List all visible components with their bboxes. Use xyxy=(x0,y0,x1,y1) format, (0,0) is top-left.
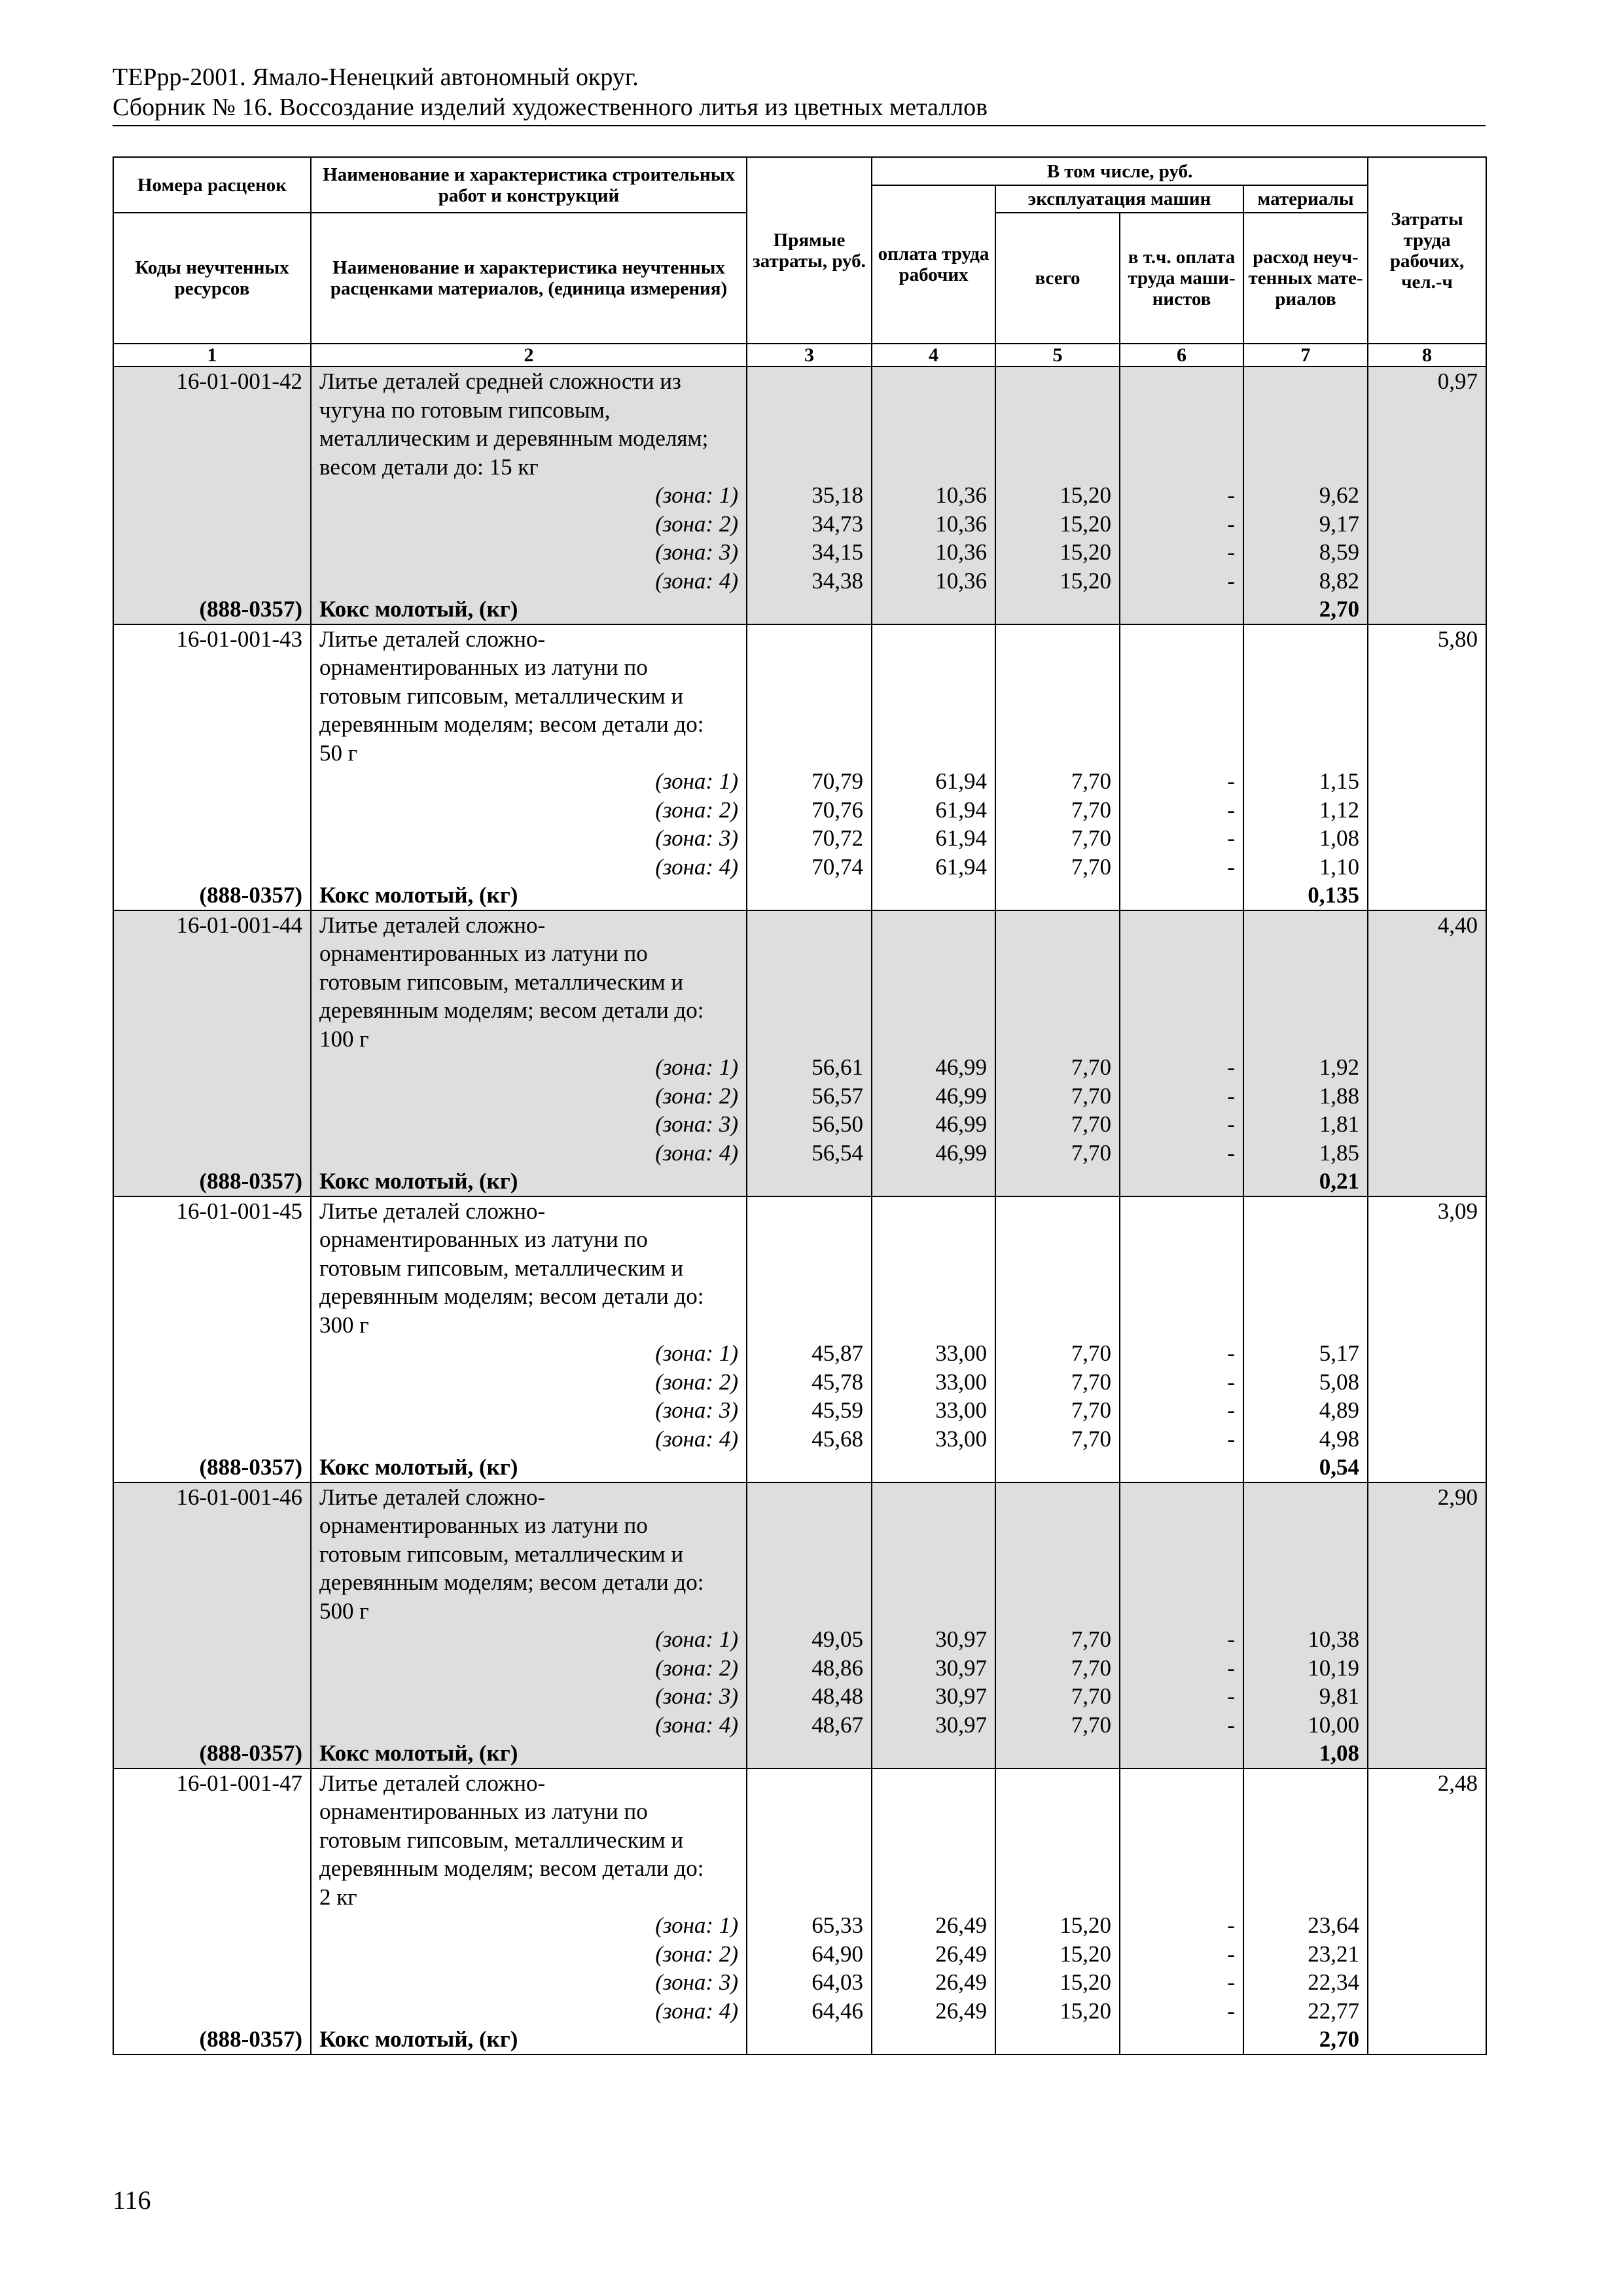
material-cost: 8,82 xyxy=(1243,567,1368,596)
zone-row xyxy=(113,510,1486,539)
machinist-cost: - xyxy=(1120,1139,1243,1168)
direct-cost: 48,86 xyxy=(747,1654,872,1683)
rate-description xyxy=(311,1482,747,1626)
resource-quantity: 0,21 xyxy=(1243,1167,1368,1196)
labor-cost: 33,00 xyxy=(872,1396,995,1425)
machinist-cost: - xyxy=(1120,853,1243,882)
zone-label: (зона: 3) xyxy=(311,1682,747,1711)
zone-row xyxy=(113,1997,1486,2026)
zone-label: (зона: 3) xyxy=(311,824,747,853)
material-cost: 8,59 xyxy=(1243,538,1368,567)
col-number: 7 xyxy=(1243,344,1368,367)
col-number: 6 xyxy=(1120,344,1243,367)
zone-label: (зона: 1) xyxy=(311,481,747,510)
rate-code: 16-01-001-42 xyxy=(113,367,311,481)
description-line: деревянным моделям; весом детали до: xyxy=(319,1570,704,1595)
description-line: весом детали до: 15 кг xyxy=(319,454,539,480)
material-cost: 10,38 xyxy=(1243,1625,1368,1654)
machinist-cost: - xyxy=(1120,796,1243,825)
resource-code: (888-0357) xyxy=(113,2025,311,2054)
resource-quantity: 2,70 xyxy=(1243,595,1368,624)
zone-label: (зона: 2) xyxy=(311,1654,747,1683)
resource-code: (888-0357) xyxy=(113,1739,311,1768)
labor-cost: 61,94 xyxy=(872,767,995,796)
resource-name: Кокс молотый, (кг) xyxy=(311,1453,747,1482)
rates-table xyxy=(113,156,1487,2055)
labor-cost: 10,36 xyxy=(872,510,995,539)
machine-cost: 7,70 xyxy=(995,1082,1120,1111)
resource-row xyxy=(113,2025,1486,2054)
machinist-cost: - xyxy=(1120,1425,1243,1454)
material-cost: 9,81 xyxy=(1243,1682,1368,1711)
document-header-line2: Сборник № 16. Воссоздание изделий художественного литья из цветных металлов xyxy=(113,94,988,121)
labor-cost: 30,97 xyxy=(872,1682,995,1711)
description-line: деревянным моделям; весом детали до: xyxy=(319,997,704,1023)
col-number: 4 xyxy=(872,344,995,367)
zone-row xyxy=(113,1654,1486,1683)
machine-cost: 7,70 xyxy=(995,1711,1120,1740)
zone-row xyxy=(113,1110,1486,1139)
description-line: металлическим и деревянным моделям; xyxy=(319,425,709,451)
labor-cost: 46,99 xyxy=(872,1082,995,1111)
direct-cost: 56,57 xyxy=(747,1082,872,1111)
machinist-cost: - xyxy=(1120,767,1243,796)
machine-cost: 15,20 xyxy=(995,538,1120,567)
machine-cost: 15,20 xyxy=(995,1968,1120,1997)
description-line: деревянным моделям; весом детали до: xyxy=(319,711,704,737)
labor-hours: 0,97 xyxy=(1368,367,1486,481)
machine-cost: 15,20 xyxy=(995,1997,1120,2026)
zone-row xyxy=(113,796,1486,825)
resource-code: (888-0357) xyxy=(113,1453,311,1482)
direct-cost: 48,67 xyxy=(747,1711,872,1740)
labor-hours: 4,40 xyxy=(1368,910,1486,1054)
resource-quantity: 0,135 xyxy=(1243,881,1368,910)
direct-cost: 56,61 xyxy=(747,1053,872,1082)
zone-row xyxy=(113,567,1486,596)
labor-hours: 5,80 xyxy=(1368,624,1486,768)
table-head xyxy=(113,157,1486,367)
zone-label: (зона: 2) xyxy=(311,796,747,825)
material-cost: 1,10 xyxy=(1243,853,1368,882)
rate-description xyxy=(311,624,747,768)
direct-cost: 70,72 xyxy=(747,824,872,853)
header-rule xyxy=(113,125,1486,126)
col-number: 2 xyxy=(311,344,747,367)
head-labor-pay: оплата труда рабочих xyxy=(872,185,995,344)
resource-row xyxy=(113,1739,1486,1768)
machine-cost: 15,20 xyxy=(995,567,1120,596)
labor-cost: 30,97 xyxy=(872,1625,995,1654)
zone-label: (зона: 4) xyxy=(311,1997,747,2026)
description-line: 500 г xyxy=(319,1598,369,1624)
machine-cost: 7,70 xyxy=(995,1425,1120,1454)
machinist-cost: - xyxy=(1120,1682,1243,1711)
rate-code: 16-01-001-43 xyxy=(113,624,311,768)
description-line: Литье деталей сложно- xyxy=(319,626,546,652)
description-line: Литье деталей средней сложности из xyxy=(319,368,681,394)
direct-cost: 64,03 xyxy=(747,1968,872,1997)
direct-cost: 45,78 xyxy=(747,1368,872,1397)
material-cost: 23,64 xyxy=(1243,1911,1368,1940)
resource-name: Кокс молотый, (кг) xyxy=(311,595,747,624)
description-line: 100 г xyxy=(319,1026,369,1052)
machine-cost: 7,70 xyxy=(995,824,1120,853)
zone-label: (зона: 1) xyxy=(311,1053,747,1082)
direct-cost: 70,79 xyxy=(747,767,872,796)
description-line: Литье деталей сложно- xyxy=(319,1198,546,1224)
labor-cost: 46,99 xyxy=(872,1139,995,1168)
machinist-cost: - xyxy=(1120,510,1243,539)
material-cost: 5,08 xyxy=(1243,1368,1368,1397)
labor-cost: 46,99 xyxy=(872,1053,995,1082)
material-cost: 1,88 xyxy=(1243,1082,1368,1111)
rate-code: 16-01-001-46 xyxy=(113,1482,311,1626)
head-including: В том числе, руб. xyxy=(872,157,1368,185)
machinist-cost: - xyxy=(1120,1625,1243,1654)
zone-label: (зона: 1) xyxy=(311,767,747,796)
zone-label: (зона: 4) xyxy=(311,853,747,882)
material-cost: 22,34 xyxy=(1243,1968,1368,1997)
rate-description xyxy=(311,367,747,481)
description-line: готовым гипсовым, металлическим и xyxy=(319,1541,684,1567)
resource-name: Кокс молотый, (кг) xyxy=(311,881,747,910)
direct-cost: 45,59 xyxy=(747,1396,872,1425)
machine-cost: 7,70 xyxy=(995,767,1120,796)
material-cost: 9,62 xyxy=(1243,481,1368,510)
rate-group xyxy=(113,910,1486,1196)
direct-cost: 70,76 xyxy=(747,796,872,825)
labor-cost: 26,49 xyxy=(872,1911,995,1940)
rate-group xyxy=(113,1196,1486,1482)
zone-label: (зона: 4) xyxy=(311,1425,747,1454)
zone-row xyxy=(113,538,1486,567)
machinist-cost: - xyxy=(1120,1940,1243,1969)
material-cost: 1,81 xyxy=(1243,1110,1368,1139)
machinist-cost: - xyxy=(1120,1339,1243,1368)
labor-cost: 26,49 xyxy=(872,1968,995,1997)
page-number: 116 xyxy=(113,2185,151,2215)
machinist-cost: - xyxy=(1120,481,1243,510)
head-machine-operation: эксплуатация машин xyxy=(995,185,1243,213)
rate-group xyxy=(113,1482,1486,1768)
zone-row xyxy=(113,1940,1486,1969)
material-cost: 4,98 xyxy=(1243,1425,1368,1454)
zone-label: (зона: 3) xyxy=(311,1396,747,1425)
col-number: 5 xyxy=(995,344,1120,367)
resource-quantity: 0,54 xyxy=(1243,1453,1368,1482)
material-cost: 10,19 xyxy=(1243,1654,1368,1683)
zone-row xyxy=(113,1368,1486,1397)
zone-label: (зона: 3) xyxy=(311,538,747,567)
material-cost: 5,17 xyxy=(1243,1339,1368,1368)
machine-cost: 7,70 xyxy=(995,1339,1120,1368)
material-cost: 23,21 xyxy=(1243,1940,1368,1969)
machine-cost: 7,70 xyxy=(995,1139,1120,1168)
machinist-cost: - xyxy=(1120,1368,1243,1397)
head-material-name: Наименование и характеристика неучтенных расценками материалов, (единица измерения) xyxy=(311,213,747,344)
machine-cost: 15,20 xyxy=(995,1911,1120,1940)
description-line: орнаментированных из латуни по xyxy=(319,941,648,966)
zone-row xyxy=(113,1625,1486,1654)
description-line: деревянным моделям; весом детали до: xyxy=(319,1856,704,1881)
zone-row xyxy=(113,824,1486,853)
rate-group xyxy=(113,624,1486,910)
machinist-cost: - xyxy=(1120,538,1243,567)
material-cost: 1,08 xyxy=(1243,824,1368,853)
rate-code: 16-01-001-45 xyxy=(113,1196,311,1340)
zone-label: (зона: 4) xyxy=(311,1711,747,1740)
resource-quantity: 1,08 xyxy=(1243,1739,1368,1768)
zone-row xyxy=(113,481,1486,510)
direct-cost: 64,90 xyxy=(747,1940,872,1969)
rate-code: 16-01-001-47 xyxy=(113,1768,311,1912)
material-cost: 22,77 xyxy=(1243,1997,1368,2026)
labor-cost: 33,00 xyxy=(872,1339,995,1368)
direct-cost: 56,50 xyxy=(747,1110,872,1139)
labor-cost: 10,36 xyxy=(872,538,995,567)
description-line: орнаментированных из латуни по xyxy=(319,655,648,680)
machinist-cost: - xyxy=(1120,1053,1243,1082)
head-work-name: Наименование и характеристика строительных работ и конструкций xyxy=(311,157,747,213)
machinist-cost: - xyxy=(1120,567,1243,596)
zone-row xyxy=(113,1139,1486,1168)
resource-code: (888-0357) xyxy=(113,881,311,910)
machine-cost: 7,70 xyxy=(995,796,1120,825)
labor-cost: 61,94 xyxy=(872,796,995,825)
zone-label: (зона: 4) xyxy=(311,567,747,596)
resource-row xyxy=(113,1453,1486,1482)
machinist-cost: - xyxy=(1120,1396,1243,1425)
rate-code: 16-01-001-44 xyxy=(113,910,311,1054)
labor-cost: 30,97 xyxy=(872,1711,995,1740)
labor-cost: 10,36 xyxy=(872,481,995,510)
zone-label: (зона: 4) xyxy=(311,1139,747,1168)
resource-row xyxy=(113,881,1486,910)
rate-description xyxy=(311,910,747,1054)
description-line: Литье деталей сложно- xyxy=(319,912,546,938)
col-number: 8 xyxy=(1368,344,1486,367)
direct-cost: 70,74 xyxy=(747,853,872,882)
machine-cost: 7,70 xyxy=(995,1396,1120,1425)
labor-cost: 30,97 xyxy=(872,1654,995,1683)
zone-label: (зона: 2) xyxy=(311,1368,747,1397)
machine-cost: 7,70 xyxy=(995,1368,1120,1397)
zone-label: (зона: 1) xyxy=(311,1339,747,1368)
head-labor-hours: Затраты труда рабочих, чел.-ч xyxy=(1368,157,1486,344)
direct-cost: 45,87 xyxy=(747,1339,872,1368)
direct-cost: 56,54 xyxy=(747,1139,872,1168)
direct-cost: 34,15 xyxy=(747,538,872,567)
machinist-cost: - xyxy=(1120,1997,1243,2026)
head-machinist-pay: в т.ч. оплата труда маши- нистов xyxy=(1120,213,1243,344)
material-cost: 1,85 xyxy=(1243,1139,1368,1168)
machinist-cost: - xyxy=(1120,1911,1243,1940)
machine-cost: 15,20 xyxy=(995,510,1120,539)
labor-cost: 26,49 xyxy=(872,1997,995,2026)
description-line: готовым гипсовым, металлическим и xyxy=(319,1255,684,1281)
zone-row xyxy=(113,1682,1486,1711)
zone-row xyxy=(113,853,1486,882)
machine-cost: 7,70 xyxy=(995,1053,1120,1082)
material-cost: 1,15 xyxy=(1243,767,1368,796)
machinist-cost: - xyxy=(1120,824,1243,853)
labor-cost: 61,94 xyxy=(872,853,995,882)
zone-label: (зона: 3) xyxy=(311,1968,747,1997)
col-number: 1 xyxy=(113,344,311,367)
labor-cost: 33,00 xyxy=(872,1425,995,1454)
zone-row xyxy=(113,1396,1486,1425)
direct-cost: 45,68 xyxy=(747,1425,872,1454)
direct-cost: 34,38 xyxy=(747,567,872,596)
description-line: орнаментированных из латуни по xyxy=(319,1227,648,1252)
direct-cost: 34,73 xyxy=(747,510,872,539)
head-rate-numbers: Номера расценок xyxy=(113,157,311,213)
description-line: орнаментированных из латуни по xyxy=(319,1799,648,1824)
machine-cost: 15,20 xyxy=(995,1940,1120,1969)
head-material-consumption: расход неуч- тенных мате- риалов xyxy=(1243,213,1368,344)
head-direct-costs: Прямые затраты, руб. xyxy=(747,157,872,344)
head-machine-total: всего xyxy=(995,213,1120,344)
machinist-cost: - xyxy=(1120,1968,1243,1997)
resource-row xyxy=(113,1167,1486,1196)
head-materials: материалы xyxy=(1243,185,1368,213)
description-line: 50 г xyxy=(319,740,358,766)
labor-cost: 26,49 xyxy=(872,1940,995,1969)
machine-cost: 7,70 xyxy=(995,1654,1120,1683)
machine-cost: 7,70 xyxy=(995,1682,1120,1711)
material-cost: 1,92 xyxy=(1243,1053,1368,1082)
rate-description xyxy=(311,1196,747,1340)
labor-hours: 3,09 xyxy=(1368,1196,1486,1340)
material-cost: 9,17 xyxy=(1243,510,1368,539)
resource-name: Кокс молотый, (кг) xyxy=(311,1739,747,1768)
direct-cost: 65,33 xyxy=(747,1911,872,1940)
document-header-line1: ТЕРрр-2001. Ямало-Ненецкий автономный округ. xyxy=(113,63,639,91)
labor-cost: 46,99 xyxy=(872,1110,995,1139)
description-line: Литье деталей сложно- xyxy=(319,1770,546,1796)
zone-label: (зона: 2) xyxy=(311,1940,747,1969)
machinist-cost: - xyxy=(1120,1711,1243,1740)
zone-row xyxy=(113,1339,1486,1368)
labor-cost: 10,36 xyxy=(872,567,995,596)
column-numbers-row xyxy=(113,344,1486,367)
machine-cost: 7,70 xyxy=(995,853,1120,882)
machinist-cost: - xyxy=(1120,1110,1243,1139)
labor-hours: 2,48 xyxy=(1368,1768,1486,1912)
material-cost: 1,12 xyxy=(1243,796,1368,825)
zone-label: (зона: 2) xyxy=(311,510,747,539)
zone-label: (зона: 3) xyxy=(311,1110,747,1139)
resource-name: Кокс молотый, (кг) xyxy=(311,2025,747,2054)
description-line: готовым гипсовым, металлическим и xyxy=(319,683,684,709)
zone-row xyxy=(113,1425,1486,1454)
machine-cost: 7,70 xyxy=(995,1110,1120,1139)
direct-cost: 64,46 xyxy=(747,1997,872,2026)
labor-hours: 2,90 xyxy=(1368,1482,1486,1626)
zone-row xyxy=(113,1911,1486,1940)
zone-row xyxy=(113,767,1486,796)
rate-group xyxy=(113,367,1486,624)
description-line: чугуна по готовым гипсовым, xyxy=(319,397,611,423)
machinist-cost: - xyxy=(1120,1082,1243,1111)
zone-label: (зона: 1) xyxy=(311,1625,747,1654)
direct-cost: 49,05 xyxy=(747,1625,872,1654)
direct-cost: 48,48 xyxy=(747,1682,872,1711)
labor-cost: 33,00 xyxy=(872,1368,995,1397)
zone-row xyxy=(113,1082,1486,1111)
zone-row xyxy=(113,1711,1486,1740)
labor-cost: 61,94 xyxy=(872,824,995,853)
rate-group xyxy=(113,1768,1486,2054)
resource-name: Кокс молотый, (кг) xyxy=(311,1167,747,1196)
head-resource-codes: Коды неучтенных ресурсов xyxy=(113,213,311,344)
zone-row xyxy=(113,1968,1486,1997)
material-cost: 4,89 xyxy=(1243,1396,1368,1425)
col-number: 3 xyxy=(747,344,872,367)
description-line: готовым гипсовым, металлическим и xyxy=(319,1827,684,1853)
resource-quantity: 2,70 xyxy=(1243,2025,1368,2054)
resource-code: (888-0357) xyxy=(113,595,311,624)
description-line: готовым гипсовым, металлическим и xyxy=(319,969,684,995)
zone-label: (зона: 1) xyxy=(311,1911,747,1940)
direct-cost: 35,18 xyxy=(747,481,872,510)
zone-row xyxy=(113,1053,1486,1082)
resource-row xyxy=(113,595,1486,624)
zone-label: (зона: 2) xyxy=(311,1082,747,1111)
description-line: 300 г xyxy=(319,1312,369,1338)
description-line: орнаментированных из латуни по xyxy=(319,1513,648,1538)
machinist-cost: - xyxy=(1120,1654,1243,1683)
description-line: Литье деталей сложно- xyxy=(319,1484,546,1510)
description-line: 2 кг xyxy=(319,1884,357,1910)
description-line: деревянным моделям; весом детали до: xyxy=(319,1283,704,1309)
machine-cost: 7,70 xyxy=(995,1625,1120,1654)
machine-cost: 15,20 xyxy=(995,481,1120,510)
rate-description xyxy=(311,1768,747,1912)
material-cost: 10,00 xyxy=(1243,1711,1368,1740)
resource-code: (888-0357) xyxy=(113,1167,311,1196)
